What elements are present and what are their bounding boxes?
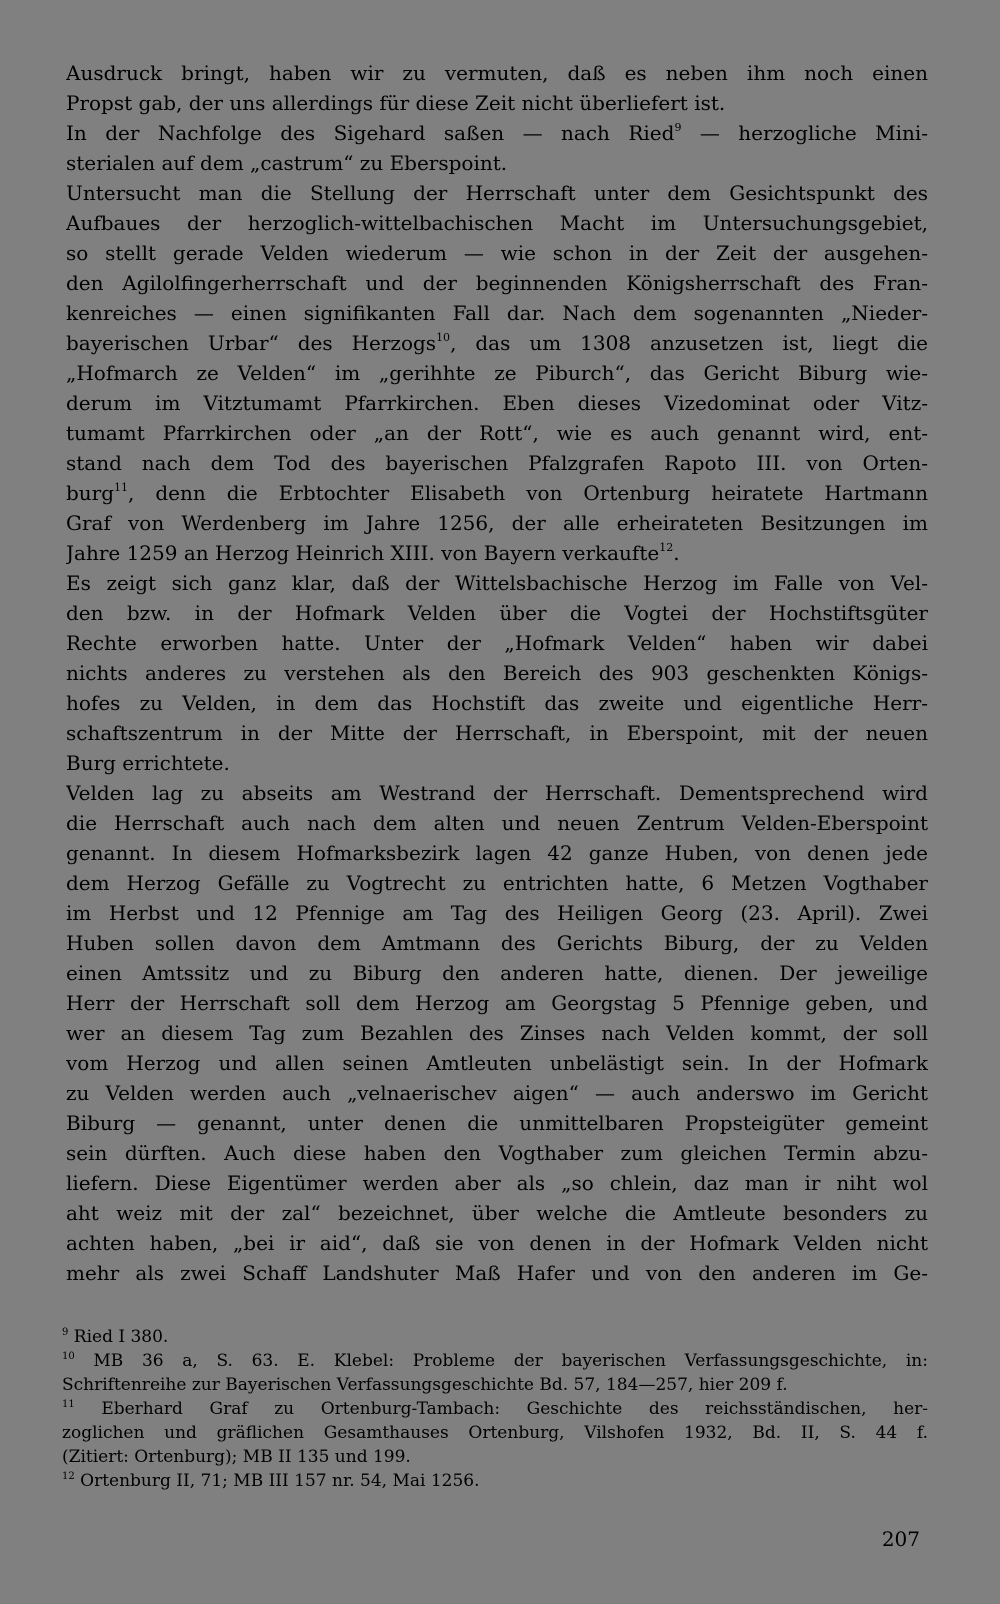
text-line	[66, 178, 928, 208]
text-segment: Jahre 1259 an Herzog Heinrich XIII. von Bayern verkaufte	[66, 541, 660, 565]
text-segment: tumamt Pfarrkirchen oder „an der Rott“, wie es auch genannt wird, ent-	[66, 421, 928, 445]
text-line	[66, 148, 928, 178]
text-line	[66, 1258, 928, 1288]
text-segment: Es zeigt sich ganz klar, daß der Wittelsbachische Herzog im Falle von Vel-	[66, 571, 928, 595]
text-segment: genannt. In diesem Hofmarksbezirk lagen 42 ganze Huben, von denen jede	[66, 841, 928, 865]
text-segment: dem Herzog Gefälle zu Vogtrecht zu entrichten hatte, 6 Metzen Vogthaber	[66, 871, 928, 895]
text-line	[66, 718, 928, 748]
footnote-text: MB 36 a, S. 63. E. Klebel: Probleme der bayerischen Verfassungsgeschichte, in:	[74, 1351, 928, 1371]
text-segment: Propst gab, der uns allerdings für diese Zeit nicht überliefert ist.	[66, 91, 726, 115]
footnote-marker: 10	[62, 1351, 75, 1362]
text-line	[66, 658, 928, 688]
footnote-line	[62, 1469, 928, 1493]
text-segment: zu Velden werden auch „velnaerischev aigen“ — auch anderswo im Gericht	[66, 1081, 928, 1105]
text-segment: wer an diesem Tag zum Bezahlen des Zinses nach Velden kommt, der soll	[66, 1021, 928, 1045]
text-line	[66, 868, 928, 898]
text-line	[66, 778, 928, 808]
text-line	[66, 358, 928, 388]
text-line	[66, 1168, 928, 1198]
footnote-text: Ortenburg II, 71; MB III 157 nr. 54, Mai 1256.	[74, 1471, 480, 1491]
text-line	[66, 268, 928, 298]
text-line	[66, 298, 928, 328]
text-line	[66, 478, 928, 508]
text-segment: .	[673, 541, 680, 565]
text-line	[66, 538, 928, 568]
footnote-marker: 9	[62, 1327, 69, 1338]
text-segment: Untersucht man die Stellung der Herrschaft unter dem Gesichtspunkt des	[66, 181, 928, 205]
text-segment: Aufbaues der herzoglich-wittelbachischen Macht im Untersuchungsgebiet,	[66, 211, 928, 235]
text-segment: nichts anderes zu verstehen als den Bereich des 903 geschenkten Königs-	[66, 661, 928, 685]
footnote-line	[62, 1445, 928, 1469]
text-segment: schaftszentrum in der Mitte der Herrschaft, in Eberspoint, mit der neuen	[66, 721, 928, 745]
text-line	[66, 418, 928, 448]
text-line	[66, 88, 928, 118]
main-text	[66, 58, 928, 1288]
text-line	[66, 118, 928, 148]
text-line	[66, 238, 928, 268]
text-line	[66, 928, 928, 958]
text-segment: „Hofmarch ze Velden“ im „gerihhte ze Piburch“, das Gericht Biburg wie-	[66, 361, 928, 385]
text-segment: derum im Vitztumamt Pfarrkirchen. Eben dieses Vizedominat oder Vitz-	[66, 391, 928, 415]
footnote-text: Schriftenreihe zur Bayerischen Verfassungsgeschichte Bd. 57, 184—257, hier 209 f.	[62, 1375, 788, 1395]
text-segment: In der Nachfolge des Sigehard saßen — nach Ried	[66, 121, 675, 145]
text-segment: mehr als zwei Schaff Landshuter Maß Hafer und von den anderen im Ge-	[66, 1261, 928, 1285]
text-segment: Graf von Werdenberg im Jahre 1256, der alle erheirateten Besitzungen im	[66, 511, 928, 535]
text-segment: den Agilolfingerherrschaft und der beginnenden Königsherrschaft des Fran-	[66, 271, 928, 295]
text-line	[66, 1018, 928, 1048]
text-segment: aht weiz mit der zal“ bezeichnet, über welche die Amtleute besonders zu	[66, 1201, 928, 1225]
text-segment: Huben sollen davon dem Amtmann des Gerichts Biburg, der zu Velden	[66, 931, 928, 955]
text-segment: Velden lag zu abseits am Westrand der Herrschaft. Dementsprechend wird	[66, 781, 928, 805]
text-segment: den bzw. in der Hofmark Velden über die Vogtei der Hochstiftsgüter	[66, 601, 928, 625]
footnote-line	[62, 1349, 928, 1373]
text-line	[66, 388, 928, 418]
text-line	[66, 688, 928, 718]
text-line	[66, 1198, 928, 1228]
text-line	[66, 448, 928, 478]
text-segment: hofes zu Velden, in dem das Hochstift das zweite und eigentliche Herr-	[66, 691, 928, 715]
text-segment: kenreiches — einen signifikanten Fall dar. Nach dem sogenannten „Nieder-	[66, 301, 928, 325]
text-segment: liefern. Diese Eigentümer werden aber als „so chlein, daz man ir niht wol	[66, 1171, 928, 1195]
text-line	[66, 1048, 928, 1078]
page-number: 207	[881, 1527, 920, 1551]
text-line	[66, 598, 928, 628]
footnotes	[62, 1325, 928, 1493]
text-segment: sein dürften. Auch diese haben den Vogthaber zum gleichen Termin abzu-	[66, 1141, 928, 1165]
footnote-text: Ried I 380.	[68, 1327, 169, 1347]
footnote-line	[62, 1373, 928, 1397]
footnote-marker: 11	[62, 1399, 75, 1410]
text-segment: Herr der Herrschaft soll dem Herzog am Georgstag 5 Pfennige geben, und	[66, 991, 928, 1015]
text-segment: die Herrschaft auch nach dem alten und neuen Zentrum Velden-Eberspoint	[66, 811, 928, 835]
text-segment: Rechte erworben hatte. Unter der „Hofmark Velden“ haben wir dabei	[66, 631, 928, 655]
footnote-line	[62, 1325, 928, 1349]
footnote-marker: 12	[659, 541, 674, 554]
text-segment: — herzogliche Mini-	[681, 121, 928, 145]
text-line	[66, 1078, 928, 1108]
text-line	[66, 898, 928, 928]
text-line	[66, 328, 928, 358]
text-segment: stand nach dem Tod des bayerischen Pfalzgrafen Rapoto III. von Orten-	[66, 451, 928, 475]
text-line	[66, 58, 928, 88]
text-line	[66, 958, 928, 988]
text-line	[66, 748, 928, 778]
footnote-line	[62, 1421, 928, 1445]
footnote-marker: 11	[114, 481, 129, 494]
footnote-text: (Zitiert: Ortenburg); MB II 135 und 199.	[62, 1447, 411, 1467]
footnote-line	[62, 1397, 928, 1421]
text-line	[66, 838, 928, 868]
text-segment: so stellt gerade Velden wiederum — wie schon in der Zeit der ausgehen-	[66, 241, 928, 265]
text-line	[66, 1228, 928, 1258]
footnote-text: zoglichen und gräflichen Gesamthauses Ortenburg, Vilshofen 1932, Bd. II, S. 44 f.	[62, 1423, 928, 1443]
text-segment: , denn die Erbtochter Elisabeth von Ortenburg heiratete Hartmann	[128, 481, 928, 505]
text-segment: im Herbst und 12 Pfennige am Tag des Heiligen Georg (23. April). Zwei	[66, 901, 928, 925]
text-line	[66, 568, 928, 598]
text-line	[66, 1138, 928, 1168]
footnote-marker: 9	[674, 121, 682, 134]
footnote-text: Eberhard Graf zu Ortenburg-Tambach: Geschichte des reichsständischen, her-	[74, 1399, 928, 1419]
footnote-marker: 10	[436, 331, 451, 344]
text-segment: , das um 1308 anzusetzen ist, liegt die	[450, 331, 928, 355]
text-segment: Ausdruck bringt, haben wir zu vermuten, daß es neben ihm noch einen	[66, 61, 928, 85]
text-line	[66, 208, 928, 238]
text-segment: Burg errichtete.	[66, 751, 230, 775]
text-line	[66, 1108, 928, 1138]
text-segment: vom Herzog und allen seinen Amtleuten unbelästigt sein. In der Hofmark	[66, 1051, 928, 1075]
text-line	[66, 628, 928, 658]
text-segment: einen Amtssitz und zu Biburg den anderen hatte, dienen. Der jeweilige	[66, 961, 928, 985]
text-line	[66, 988, 928, 1018]
text-segment: bayerischen Urbar“ des Herzogs	[66, 331, 437, 355]
text-segment: Biburg — genannt, unter denen die unmittelbaren Propsteigüter gemeint	[66, 1111, 928, 1135]
text-line	[66, 808, 928, 838]
text-segment: burg	[66, 481, 115, 505]
text-segment: achten haben, „bei ir aid“, daß sie von denen in der Hofmark Velden nicht	[66, 1231, 928, 1255]
text-segment: sterialen auf dem „castrum“ zu Eberspoint.	[66, 151, 508, 175]
footnote-marker: 12	[62, 1471, 75, 1482]
text-line	[66, 508, 928, 538]
